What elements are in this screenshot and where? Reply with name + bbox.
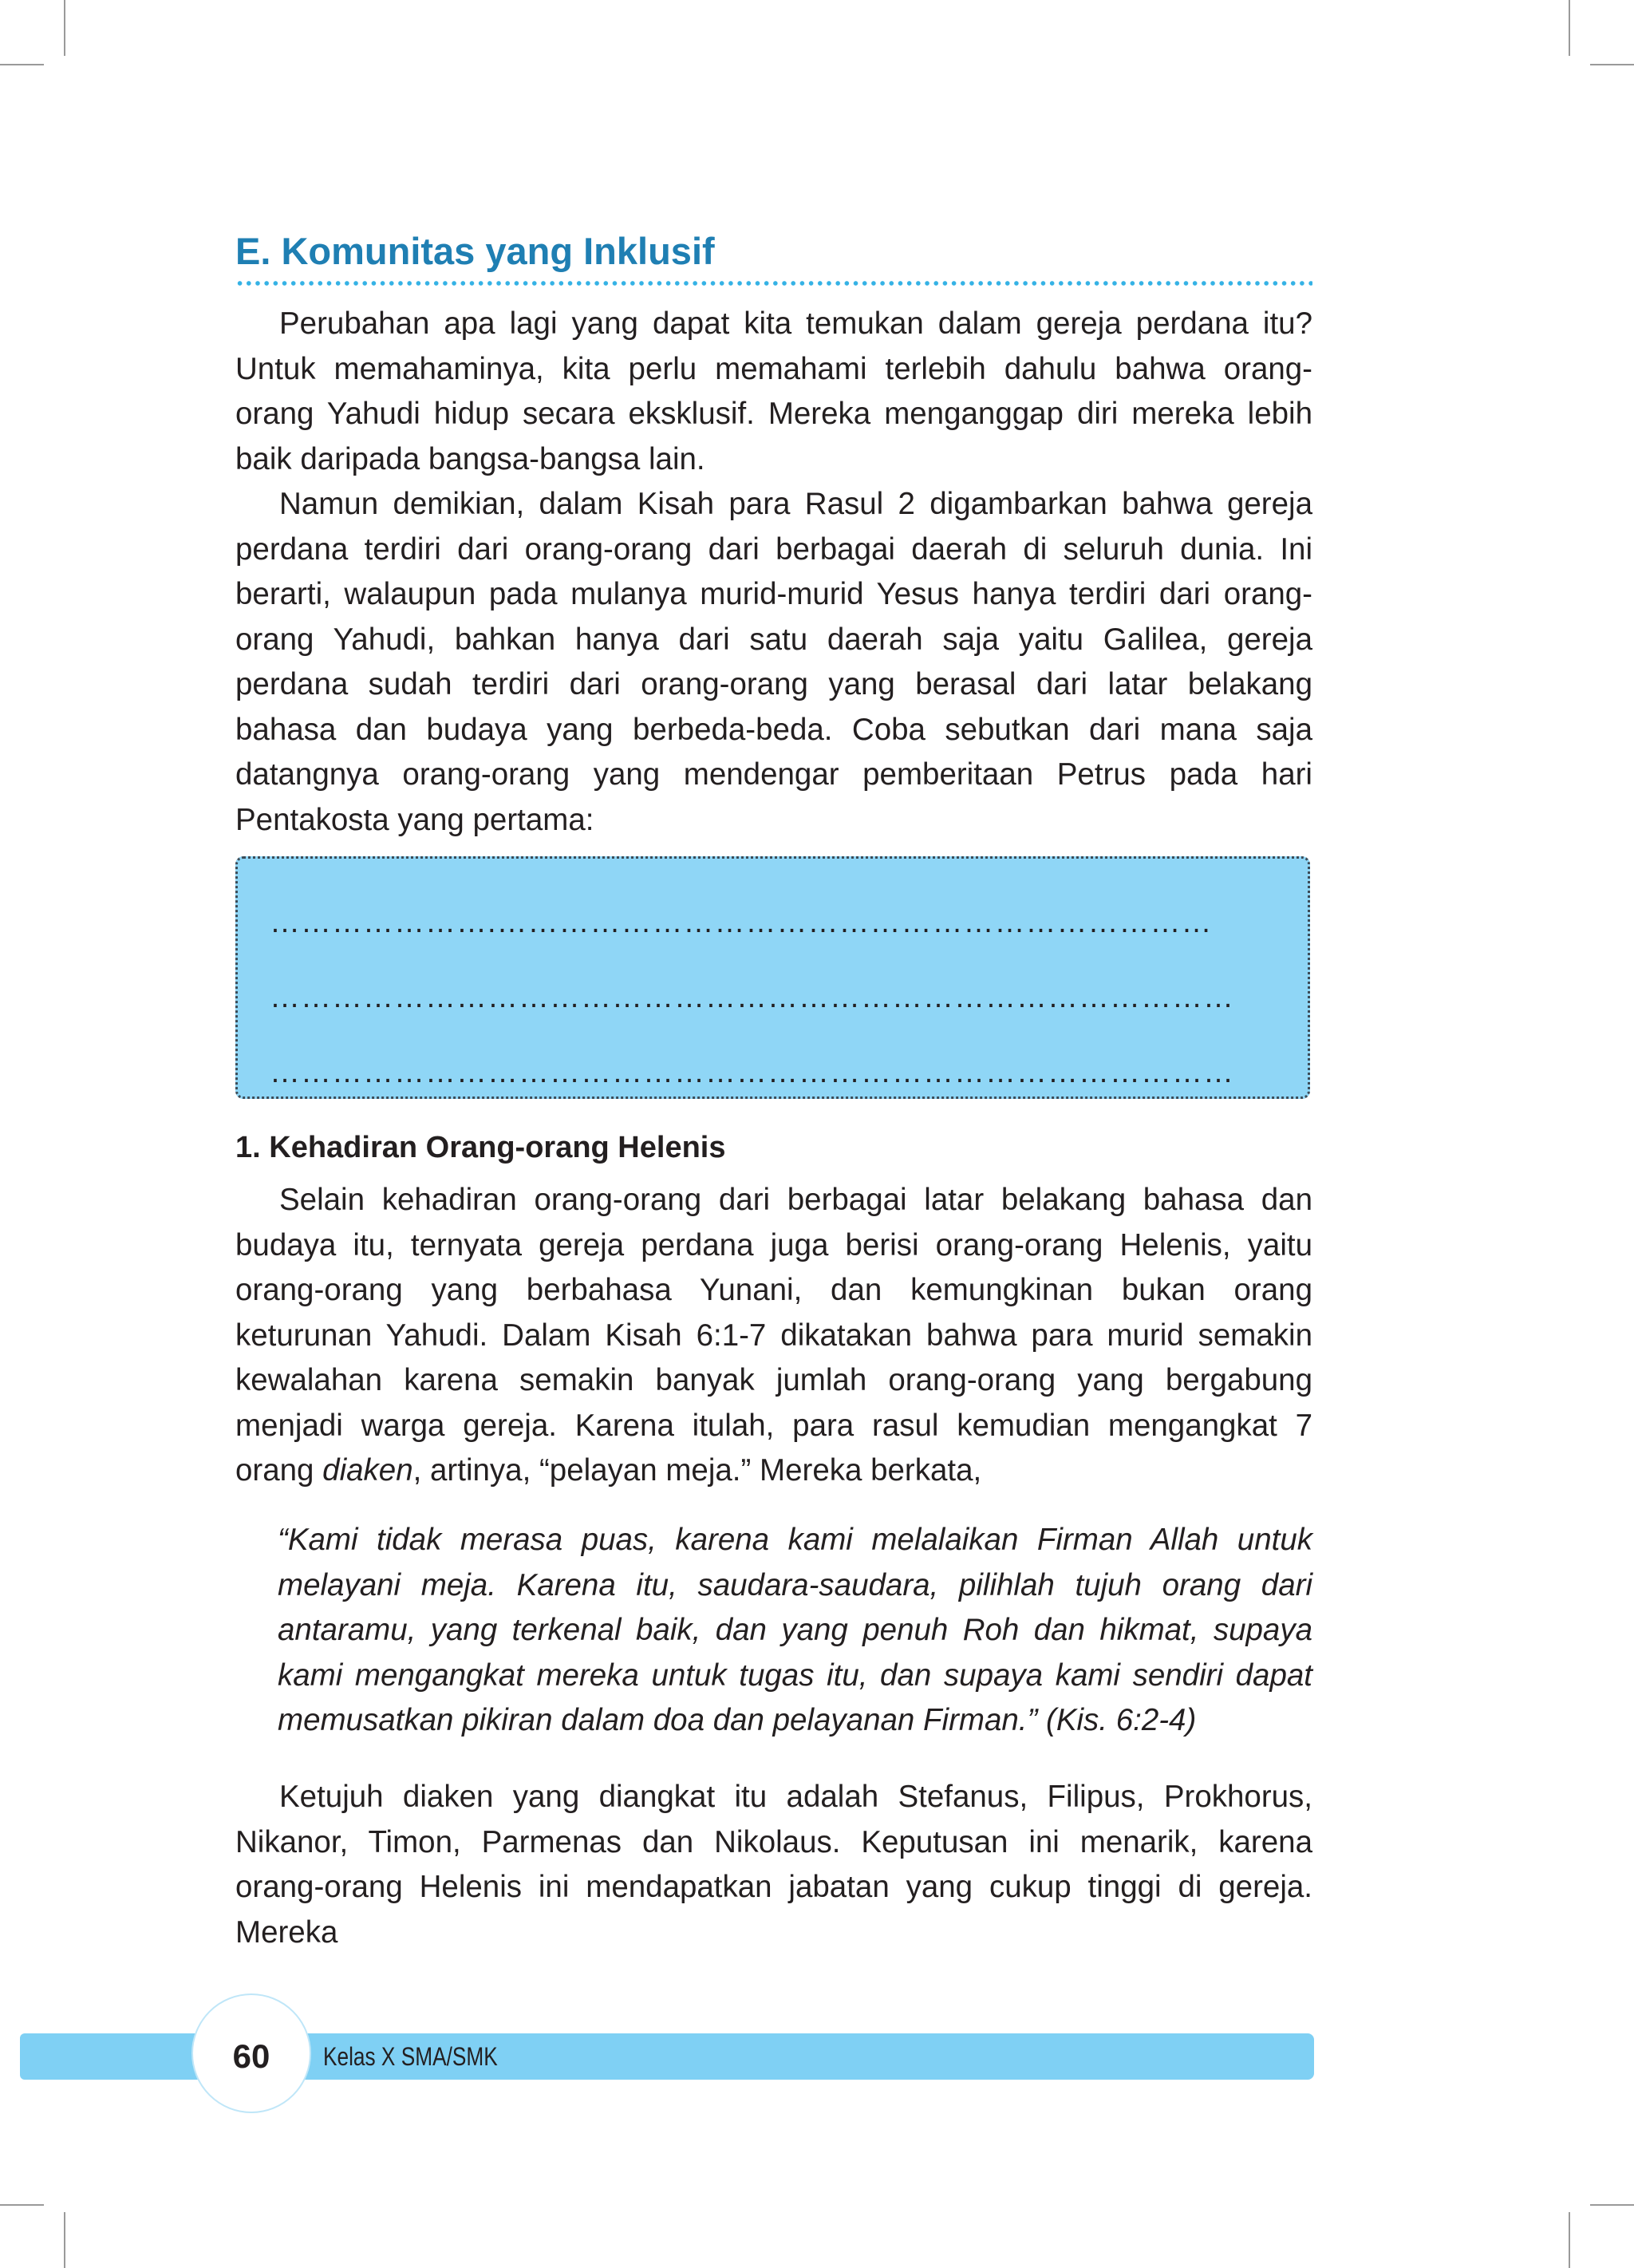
page-number: 60 xyxy=(232,2037,270,2075)
footer-label: Kelas X SMA/SMK xyxy=(323,2042,498,2071)
crop-mark-top-left-h xyxy=(0,64,44,65)
paragraph-4: Ketujuh diaken yang diangkat itu adalah Stefanus, Filipus, Prokhorus, Nikanor, Timon, Parmenas dan Nikolaus. Keputusan ini menarik, karena orang-orang Helenis ini mendapatkan jabatan yang cukup tinggi di gereja. Mereka xyxy=(235,1780,1312,1950)
subsection-text xyxy=(235,1178,1312,1494)
paragraph-3-italic-term: diaken xyxy=(322,1453,413,1488)
section-heading: E. Komunitas yang Inklusif xyxy=(235,230,715,272)
paragraph-2: Namun demikian, dalam Kisah para Rasul 2 digambarkan bahwa gereja perdana terdiri dari orang-orang dari berbagai daerah di seluruh dunia. Ini berarti, walaupun pada mulanya murid-murid Yesus hanya terdiri dari orang-orang Yahudi, bahkan hanya dari satu daerah saja yaitu Galilea, gereja perdana sudah terdiri dari orang-orang yang berasal dari latar belakang bahasa dan budaya yang berbeda-beda. Coba sebutkan dari mana saja datangnya orang-orang yang mendengar pemberitaan Petrus pada hari Pentakosta yang pertama: xyxy=(235,487,1312,837)
closing-text xyxy=(235,1775,1312,1955)
crop-mark-top-left xyxy=(64,0,65,56)
paragraph-1: Perubahan apa lagi yang dapat kita temukan dalam gereja perdana itu? Untuk memahaminya, kita perlu memahami terlebih dahulu bahwa orang-orang Yahudi hidup secara eksklusif. Mereka menganggap diri mereka lebih baik daripada bangsa-bangsa lain. xyxy=(235,306,1312,476)
crop-mark-bottom-right xyxy=(1569,2212,1570,2268)
intro-text xyxy=(235,302,1312,843)
crop-mark-bottom-right-h xyxy=(1590,2204,1634,2206)
crop-mark-top-right-h xyxy=(1590,64,1634,65)
paragraph-3 xyxy=(235,1178,1312,1494)
answer-line-2[interactable]: ………………………………………………………………………………… xyxy=(270,982,1234,1013)
heading-dotted-rule xyxy=(235,281,1312,286)
paragraph-3-part-2: , artinya, “pelayan meja.” Mereka berkata, xyxy=(412,1453,982,1488)
crop-mark-top-right xyxy=(1569,0,1570,56)
scripture-quote: “Kami tidak merasa puas, karena kami melalaikan Firman Allah untuk melayani meja. Karena itu, saudara-saudara, pilihlah tujuh orang dari antaramu, yang terkenal baik, dan yang penuh Roh dan hikmat, supaya kami mengangkat mereka untuk tugas itu, dan supaya kami sendiri dapat memusatkan pikiran dalam doa dan pelayanan Firman.” (Kis. 6:2-4) xyxy=(278,1523,1312,1737)
answer-box[interactable] xyxy=(235,856,1310,1099)
paragraph-3-part-1: Selain kehadiran orang-orang dari berbagai latar belakang bahasa dan budaya itu, ternyata gereja perdana juga berisi orang-orang Helenis, yaitu orang-orang yang berbahasa Yunani, dan kemungkinan bukan orang keturunan Yahudi. Dalam Kisah 6:1-7 dikatakan bahwa para murid semakin kewalahan karena semakin banyak jumlah orang-orang yang bergabung menjadi warga gereja. Karena itulah, para rasul kemudian mengangkat 7 orang xyxy=(235,1183,1312,1488)
answer-line-1[interactable]: ………………….…………………………………………………………… xyxy=(270,907,1213,938)
footer-bar-left xyxy=(20,2033,211,2080)
crop-mark-bottom-left xyxy=(64,2212,65,2268)
crop-mark-bottom-left-h xyxy=(0,2204,44,2206)
answer-line-3[interactable]: ………………………………………………………………………………… xyxy=(270,1057,1234,1089)
subsection-heading: 1. Kehadiran Orang-orang Helenis xyxy=(235,1131,726,1164)
